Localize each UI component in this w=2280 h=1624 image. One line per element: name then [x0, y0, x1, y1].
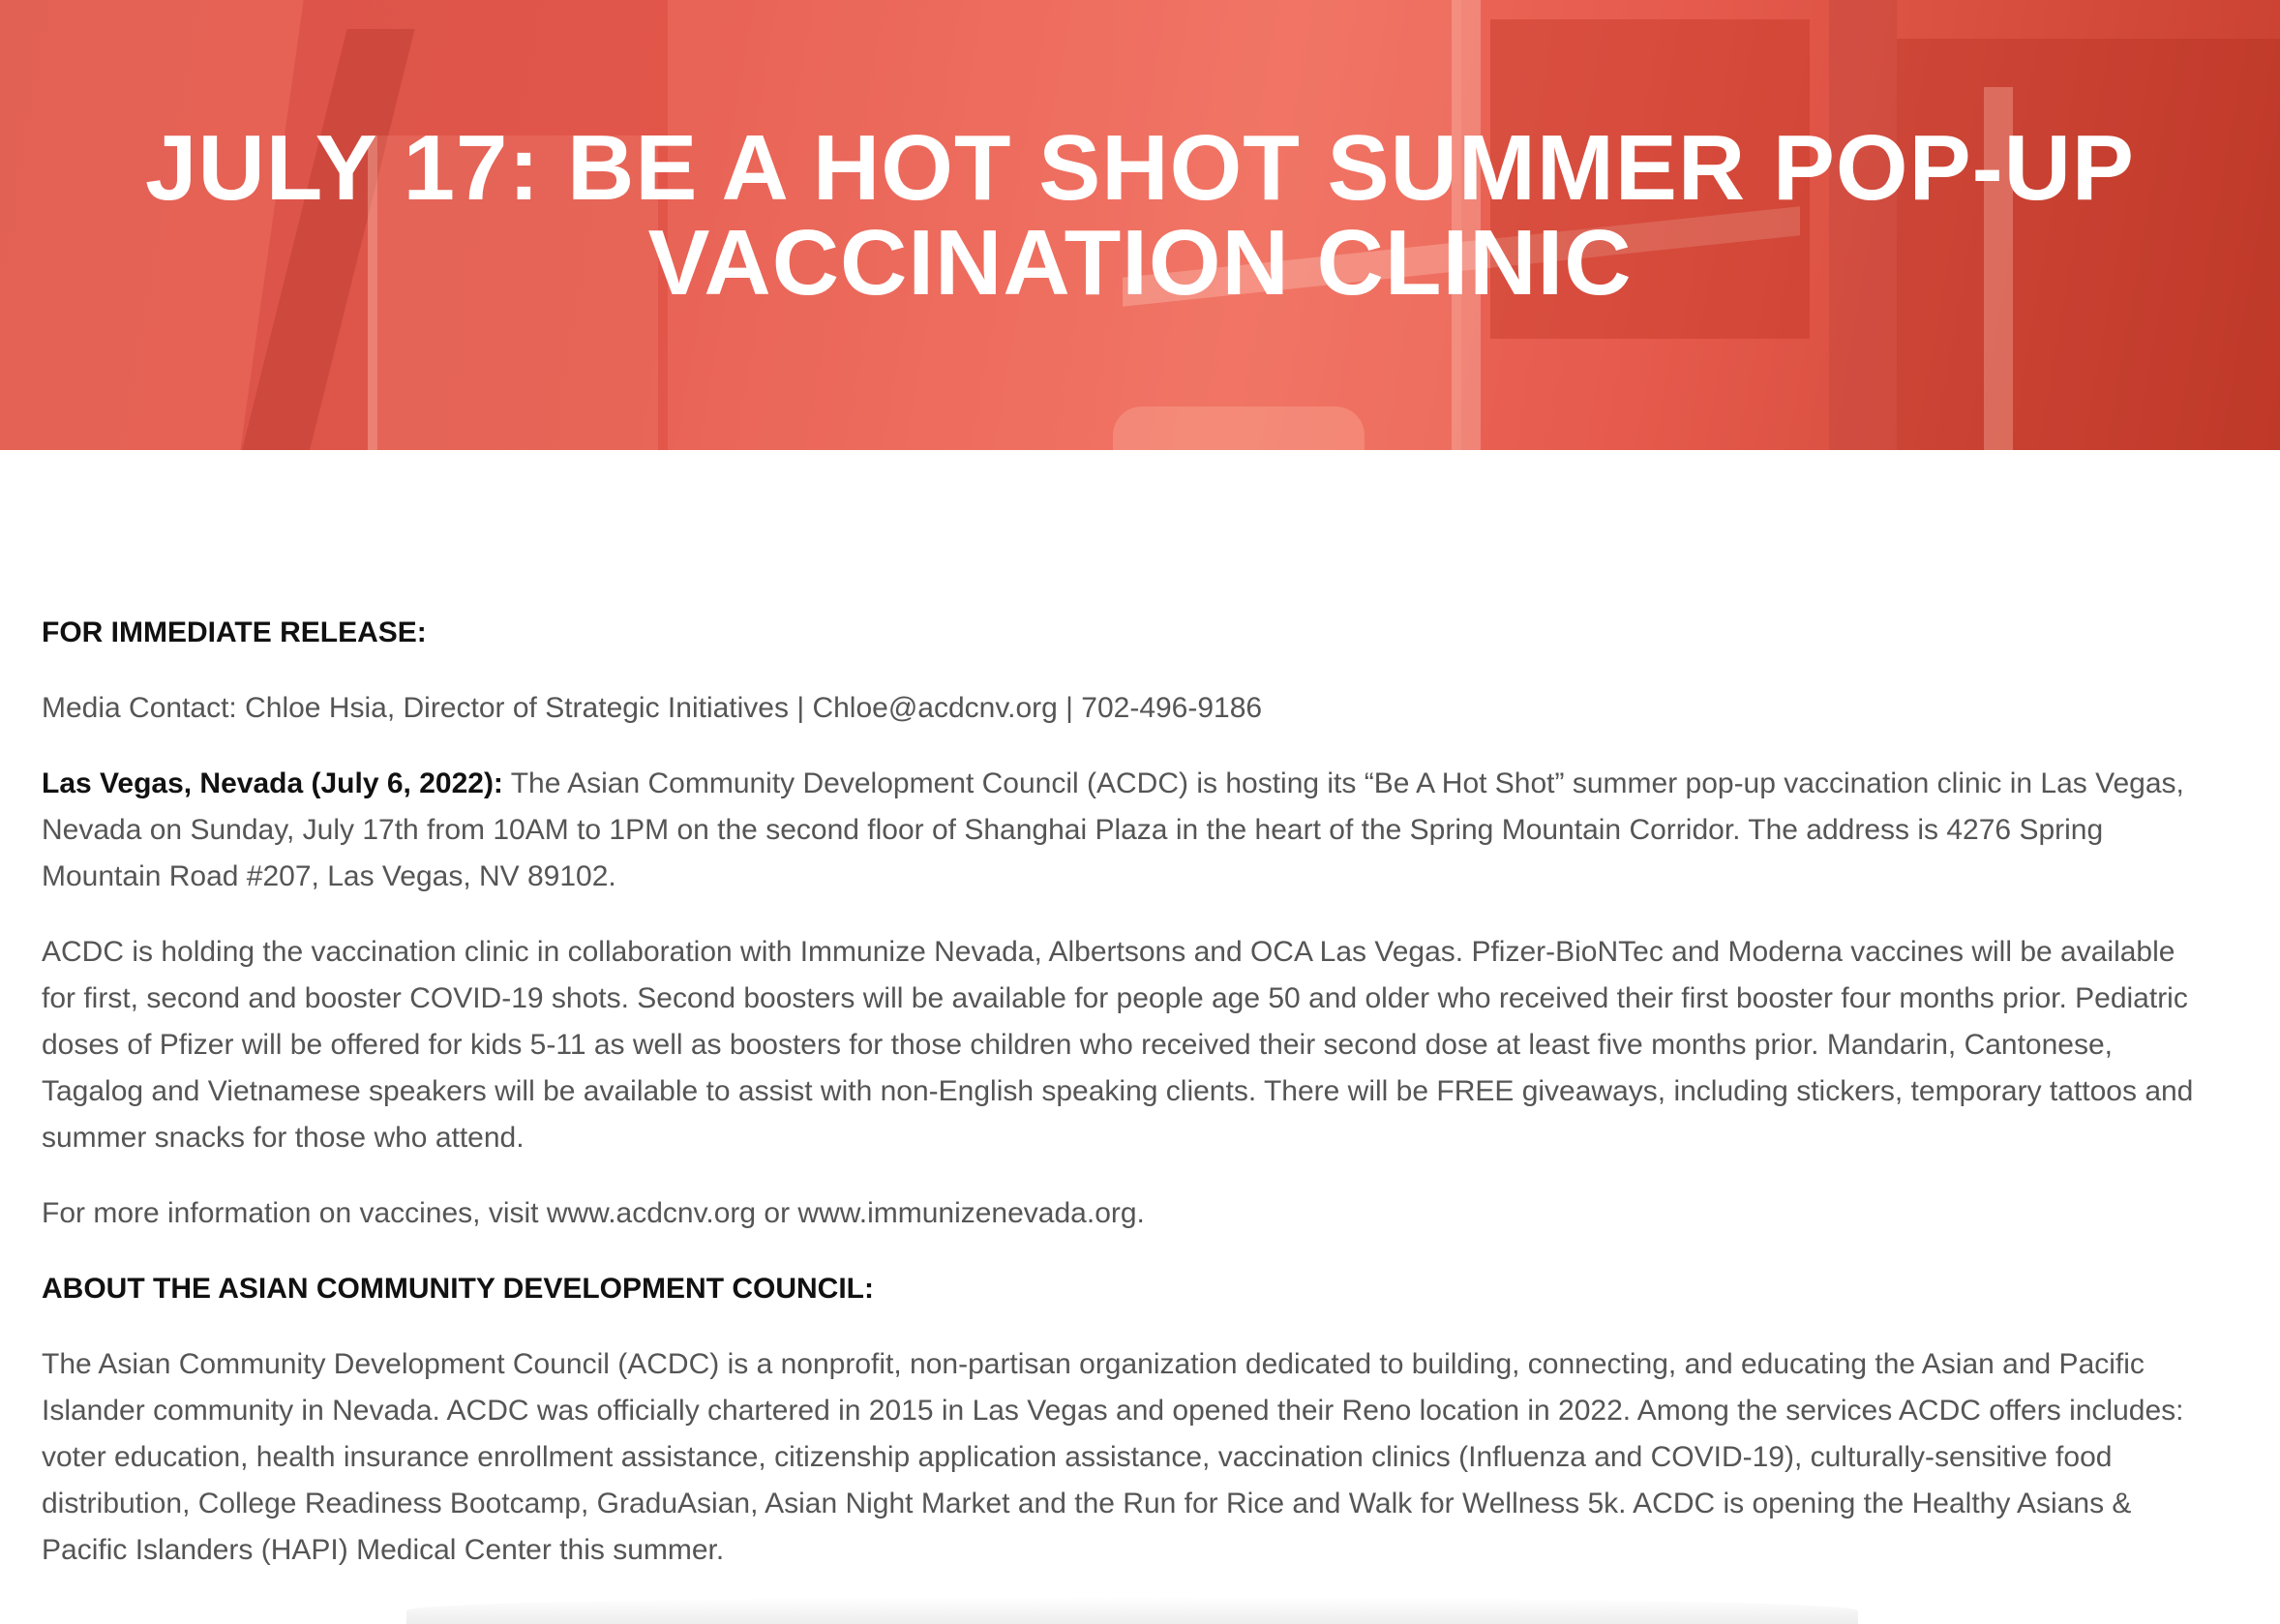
details-paragraph: ACDC is holding the vaccination clinic in collaboration with Immunize Nevada, Albertsons and OCA Las Vegas. Pfizer-BioNTec and Moderna vaccines will be available for first, second and booster COVID-19 shots. Second boosters will be available for people age 50 and older who received their first booster four months prior. Pediatric doses of Pfizer will be offered for kids 5-11 as well as boosters for those children who received their second dose at least five months prior. Mandarin, Cantonese, Tagalog and Vietnamese speakers will be available to assist with non-English speaking clients. There will be FREE giveaways, including stickers, temporary tattoos and summer snacks for those who attend.	[42, 936, 2194, 1154]
about-heading: ABOUT THE ASIAN COMMUNITY DEVELOPMENT COUNCIL:	[42, 1273, 874, 1305]
media-contact: Media Contact: Chloe Hsia, Director of Strategic Initiatives | Chloe@acdcnv.org | 702-496-9186	[42, 692, 1263, 724]
about-paragraph: The Asian Community Development Council (ACDC) is a nonprofit, non-partisan organization dedicated to building, connecting, and educating the Asian and Pacific Islander community in Nevada. ACDC was officially chartered in 2015 in Las Vegas and opened their Reno location in 2022. Among the services ACDC offers includes: voter education, health insurance enrollment assistance, citizenship application assistance, vaccination clinics (Influenza and COVID-19), culturally-sensitive food distribution, College Readiness Bootcamp, GraduAsian, Asian Night Market and the Run for Rice and Walk for Wellness 5k. ACDC is opening the Healthy Asians & Pacific Islanders (HAPI) Medical Center this summer.	[42, 1348, 2184, 1566]
bottom-shadow	[406, 1597, 1858, 1624]
hero-background-shape	[1113, 406, 1365, 450]
page-title-line-2: VACCINATION CLINIC	[647, 211, 1633, 315]
press-release-content	[42, 610, 2209, 1603]
intro-paragraph	[42, 761, 2209, 900]
release-heading: FOR IMMEDIATE RELEASE:	[42, 617, 427, 648]
more-info-paragraph: For more information on vaccines, visit www.acdcnv.org or www.immunizenevada.org.	[42, 1197, 1145, 1229]
dateline: Las Vegas, Nevada (July 6, 2022):	[42, 767, 503, 799]
intro-text: The Asian Community Development Council (ACDC) is hosting its “Be A Hot Shot” summer pop-up vaccination clinic in Las Vegas, Nevada on Sunday, July 17th from 10AM to 1PM on the second floor of Shanghai Plaza in the heart of the Spring Mountain Corridor. The address is 4276 Spring Mountain Road #207, Las Vegas, NV 89102.	[42, 767, 2184, 892]
page-title-line-1: JULY 17: BE A HOT SHOT SUMMER POP-UP	[145, 116, 2135, 220]
hero-banner	[0, 0, 2280, 450]
page-title	[0, 116, 2280, 315]
